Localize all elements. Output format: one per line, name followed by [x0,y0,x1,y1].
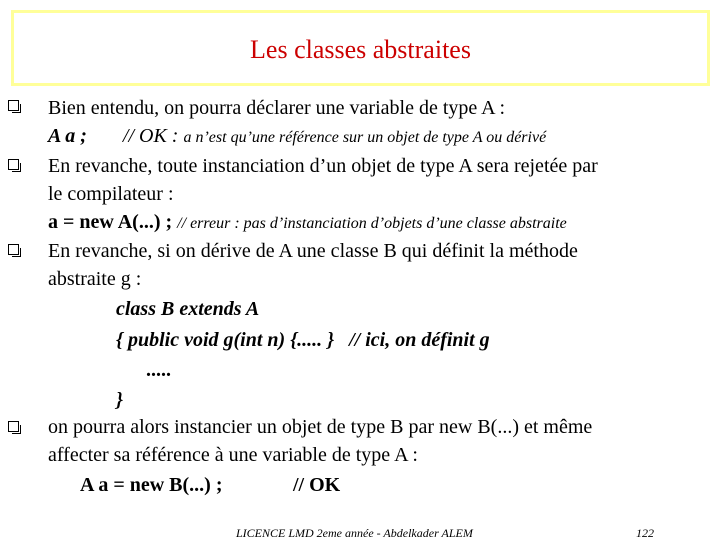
item-4-code-right: // OK [293,474,341,496]
item-3-code-1: class B extends A [116,298,260,320]
item-3-code-3: ..... [146,359,171,381]
item-2-comment: // erreur : pas d’instanciation d’objets d’une classe abstraite [177,215,567,232]
item-1-comment-prefix: // OK : [122,125,179,147]
title-box [11,10,710,86]
bullet-icon [8,159,19,170]
item-3-line-1: En revanche, si on dérive de A une classe B qui définit la méthode [48,240,578,262]
bullet-icon [8,100,19,111]
item-3-line-2: abstraite g : [48,268,142,290]
item-1-text: Bien entendu, on pourra déclarer une variable de type A : [48,97,506,119]
item-2-line-1: En revanche, toute instanciation d’un objet de type A sera rejetée par [48,155,598,177]
item-2-line-2: le compilateur : [48,183,174,205]
slide-title: Les classes abstraites [250,35,471,64]
item-4-line-1: on pourra alors instancier un objet de type B par new B(...) et même [48,416,593,438]
item-1-comment: a n’est qu’une référence sur un objet de type A ou dérivé [183,129,547,146]
item-1-code: A a ; [48,125,87,147]
footer-page-number: 122 [636,526,654,540]
bullet-icon [8,421,19,432]
item-1-code-line [48,124,546,150]
item-4-line-2: affecter sa référence à une variable de type A : [48,444,418,466]
item-3-code-4: } [116,389,123,411]
item-4-code-left: A a = new B(...) ; [80,474,223,496]
item-2-code-line [48,210,567,236]
footer-author: LICENCE LMD 2eme année - Abdelkader ALEM [236,526,473,540]
item-3-code-2: { public void g(int n) {..... } // ici, on définit g [116,329,490,351]
bullet-icon [8,244,19,255]
item-2-code: a = new A(...) ; [48,211,173,233]
